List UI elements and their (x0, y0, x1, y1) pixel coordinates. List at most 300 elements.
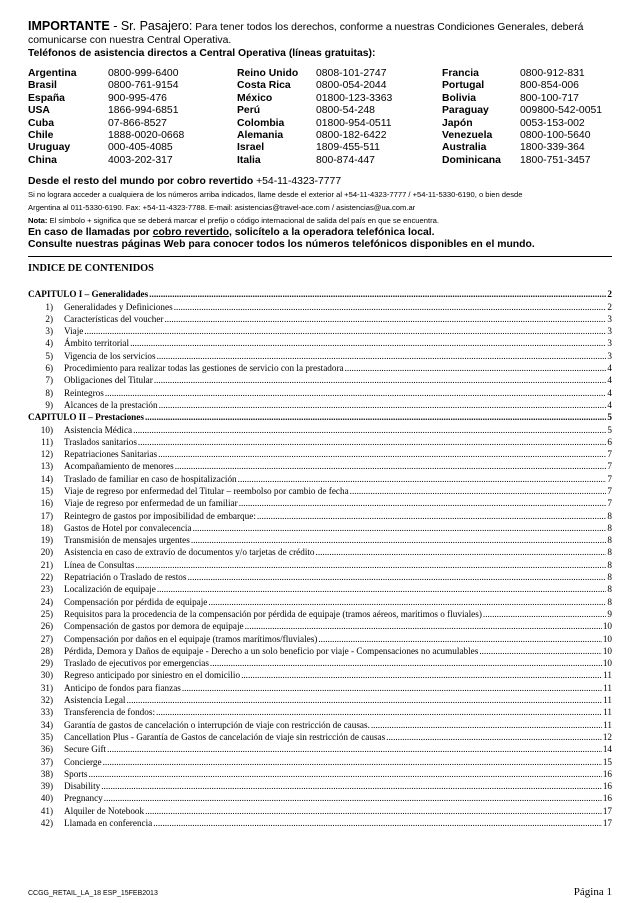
toc-number: 17) (40, 510, 53, 521)
toc-leader (175, 461, 607, 471)
toc-page: 10 (602, 658, 612, 669)
toc-title: Anticipo de fondos para fianzas (64, 682, 181, 693)
toc-title: Reintegros (64, 387, 104, 398)
toc-number: 38) (40, 768, 53, 779)
toc-number: 42) (40, 818, 53, 829)
toc-title: Alquiler de Notebook (64, 805, 145, 816)
toc-page: 9 (607, 608, 612, 619)
toc-leader (191, 535, 607, 545)
toc-title: Generalidades y Definiciones (64, 301, 173, 312)
toc-page: 11 (603, 695, 612, 706)
phone-number: 0800-100-5640 (520, 130, 591, 142)
phone-row (28, 105, 612, 117)
phone-row (28, 118, 612, 130)
toc-leader (159, 400, 607, 410)
phone-country: Uruguay (28, 142, 71, 154)
toc-page: 4 (607, 375, 612, 386)
toc-leader (156, 707, 602, 717)
toc-number: 7) (45, 375, 53, 386)
toc-page: 12 (602, 731, 612, 742)
toc-leader (316, 547, 607, 557)
phone-number: 4003-202-317 (108, 154, 173, 166)
toc-title: Compensación por pérdida de equipaje (64, 596, 208, 607)
toc-entry[interactable] (28, 449, 612, 461)
toc-entry[interactable] (28, 732, 612, 744)
toc-number: 37) (40, 756, 53, 767)
toc-page: 14 (602, 744, 612, 755)
toc-entry[interactable] (28, 584, 612, 596)
important-label: IMPORTANTE (28, 19, 110, 33)
document-code: CCGG_RETAIL_LA_18 ESP_15FEB2013 (28, 890, 158, 897)
toc-entry[interactable] (28, 695, 612, 707)
toc-leader (245, 621, 602, 631)
phone-number: 0800-54-248 (316, 105, 375, 117)
toc-title: Línea de Consultas (64, 559, 135, 570)
toc-chapter[interactable] (28, 412, 612, 424)
phone-number: 0800-999-6400 (108, 68, 179, 79)
phone-number: 1800-339-364 (520, 142, 585, 154)
collect-call-note (28, 227, 612, 239)
phone-number: 900-995-476 (108, 92, 167, 104)
phone-number: 0800-912-831 (520, 68, 585, 79)
toc-title: Asistencia en caso de extravío de documentos y/o tarjetas de crédito (64, 547, 315, 558)
toc-entry[interactable] (28, 523, 612, 535)
toc-entry[interactable] (28, 670, 612, 682)
toc-number: 25) (40, 608, 53, 619)
toc-page: 3 (607, 350, 612, 361)
toc-page: 16 (602, 793, 612, 804)
toc-title: Asistencia Médica (64, 424, 133, 435)
toc-number: 30) (40, 670, 53, 681)
toc-title: Transferencia de fondos: (64, 707, 155, 718)
note-label: Nota: (28, 216, 48, 226)
toc-number: 41) (40, 805, 53, 816)
toc-number: 8) (45, 387, 53, 398)
table-of-contents (28, 289, 612, 830)
toc-entry[interactable] (28, 314, 612, 326)
toc-leader (154, 375, 607, 385)
phone-row (28, 93, 612, 105)
toc-page: 7 (607, 486, 612, 496)
phone-number: 1809-455-511 (316, 142, 380, 154)
toc-entry[interactable] (28, 757, 612, 769)
phone-number: 0808-101-2747 (316, 68, 387, 79)
toc-chapter[interactable] (28, 289, 612, 301)
toc-page: 11 (603, 682, 612, 693)
toc-leader (210, 658, 602, 668)
toc-title: Llamada en conferencia (64, 818, 153, 829)
toc-number: 29) (40, 658, 53, 669)
phone-country: Israel (237, 142, 265, 154)
toc-number: 1) (45, 301, 53, 312)
toc-leader (104, 793, 602, 803)
toc-number: 19) (40, 535, 53, 546)
toc-title: Asistencia Legal (64, 695, 126, 706)
toc-title: Sports (64, 768, 88, 779)
phone-country: USA (28, 105, 50, 117)
toc-title: Vigencia de los servicios (64, 350, 156, 361)
toc-leader (107, 744, 602, 754)
phone-country: Japón (442, 117, 473, 129)
document-page (28, 20, 612, 830)
toc-number: 40) (40, 793, 53, 804)
phone-row (28, 80, 612, 92)
toc-title: Secure Gift (64, 744, 107, 755)
note-text: El símbolo + significa que se deberá marcar el prefijo o código internacional de salida del país en que se encuentra. (47, 216, 439, 226)
phone-row (28, 155, 612, 167)
toc-title: Viaje de regreso por enfermedad del Titular – reembolso por cambio de fecha (64, 486, 349, 496)
toc-title: CAPITULO II – Prestaciones (28, 412, 144, 423)
toc-leader (350, 486, 607, 496)
toc-page: 8 (607, 535, 612, 546)
toc-leader (257, 511, 607, 521)
toc-number: 34) (40, 719, 53, 730)
toc-entry[interactable] (28, 560, 612, 572)
access-note-line2: Argentina al 011-5330-6190. Fax: +54-11-4323-7788. E-mail: asistencias@travel-ace.com / asistencias@ua.com.ar (28, 203, 416, 213)
toc-page: 8 (607, 510, 612, 521)
important-salutation: - Sr. Pasajero: (109, 19, 193, 33)
toc-entry[interactable] (28, 707, 612, 719)
phone-country: Dominicana (442, 154, 501, 166)
phone-number: 1866-994-6851 (108, 105, 179, 117)
phone-country: Argentina (28, 68, 77, 79)
toc-page: 17 (602, 818, 612, 829)
access-note-line1: Si no lograra acceder a cualquiera de los números arriba indicados, llame desde el exterior al +54-11-4323-7777 / +54-11-5330-6190, o bien desde (28, 190, 523, 200)
toc-title: Cancellation Plus - Garantía de Gastos de cancelación de viaje sin restricción de causas (64, 731, 386, 742)
toc-page: 4 (607, 363, 612, 374)
toc-title: Compensación por daños en el equipaje (tramos marítimos/fluviales) (64, 633, 318, 644)
phone-number: 800-100-717 (520, 92, 579, 104)
phone-country: Portugal (442, 80, 485, 92)
toc-leader (145, 412, 606, 422)
toc-number: 12) (40, 449, 53, 460)
toc-page: 6 (607, 436, 612, 447)
toc-page: 4 (607, 387, 612, 398)
toc-page: 15 (602, 756, 612, 767)
toc-number: 31) (40, 682, 53, 693)
phone-country: México (237, 92, 273, 104)
toc-page: 8 (607, 547, 612, 558)
toc-entry[interactable] (28, 388, 612, 400)
toc-number: 26) (40, 621, 53, 632)
toc-page: 16 (602, 768, 612, 779)
phone-country: Cuba (28, 117, 54, 129)
phone-number: 0053-153-002 (520, 117, 585, 129)
toc-page: 7 (607, 498, 612, 509)
phone-number: 01800-954-0511 (316, 117, 392, 129)
toc-number: 20) (40, 547, 53, 558)
toc-leader (479, 646, 601, 656)
toc-title: Viaje de regreso por enfermedad de un familiar (64, 498, 238, 509)
toc-title: Repatriaciones Sanitarias (64, 449, 158, 460)
phone-number: 1800-751-3457 (520, 154, 591, 166)
toc-number: 2) (45, 313, 53, 324)
toc-entry[interactable] (28, 572, 612, 584)
toc-entry[interactable] (28, 437, 612, 449)
toc-page: 8 (607, 596, 612, 607)
toc-leader (145, 806, 602, 816)
rest-label: Desde el resto del mundo por cobro revertido (28, 176, 254, 188)
toc-leader (105, 388, 607, 398)
phone-country: Alemania (237, 130, 284, 142)
toc-title: Gastos de Hotel por convalecencia (64, 522, 192, 533)
symbol-note (28, 214, 612, 227)
page-footer (28, 886, 612, 898)
toc-number: 6) (45, 363, 53, 374)
toc-entry[interactable] (28, 498, 612, 510)
toc-leader (345, 363, 607, 373)
index-title: INDICE DE CONTENIDOS (28, 263, 154, 275)
toc-title: Traslado de familiar en caso de hospitalización (64, 473, 237, 484)
collect-text-a: En caso de llamadas por (28, 227, 153, 239)
toc-number: 23) (40, 584, 53, 595)
toc-leader (89, 769, 602, 779)
toc-entry[interactable] (28, 461, 612, 473)
phone-number: 800-874-447 (316, 154, 375, 166)
toc-leader (153, 818, 602, 828)
toc-title: Garantía de gastos de cancelación o interrupción de viaje con restricción de causas. (64, 719, 370, 730)
toc-leader (158, 449, 606, 459)
toc-entry[interactable] (28, 511, 612, 523)
phone-country: Paraguay (442, 105, 489, 117)
toc-title: Viaje (64, 326, 84, 337)
toc-page: 5 (607, 424, 612, 435)
toc-entry[interactable] (28, 634, 612, 646)
phone-number: 0800-182-6422 (316, 130, 387, 142)
toc-leader (149, 289, 606, 299)
toc-leader (238, 474, 607, 484)
toc-leader (164, 314, 606, 324)
toc-number: 15) (40, 486, 53, 496)
toc-entry[interactable] (28, 326, 612, 338)
phones-table (28, 68, 612, 167)
toc-entry[interactable] (28, 474, 612, 486)
toc-leader (483, 609, 607, 619)
toc-leader (138, 437, 607, 447)
toc-title: Alcances de la prestación (64, 399, 158, 410)
toc-number: 21) (40, 559, 53, 570)
toc-page: 2 (607, 301, 612, 312)
toc-title: Localización de equipaje (64, 584, 156, 595)
phone-country: Francia (442, 68, 479, 79)
toc-title: Regreso anticipado por siniestro en el domicilio (64, 670, 241, 681)
phone-country: España (28, 92, 65, 104)
toc-leader (193, 523, 607, 533)
phone-row (28, 130, 612, 142)
toc-number: 24) (40, 596, 53, 607)
toc-page: 17 (602, 805, 612, 816)
toc-page: 4 (607, 399, 612, 410)
toc-leader (371, 720, 602, 730)
toc-entry[interactable] (28, 769, 612, 781)
toc-entry[interactable] (28, 375, 612, 387)
toc-title: Ámbito territorial (64, 338, 130, 349)
toc-page: 3 (607, 313, 612, 324)
toc-number: 11) (41, 436, 53, 447)
important-notice (28, 20, 612, 47)
toc-number: 22) (40, 572, 53, 583)
toc-number: 39) (40, 781, 53, 792)
toc-page: 8 (607, 559, 612, 570)
collect-underlined: cobro revertido (152, 227, 229, 239)
toc-page: 8 (607, 572, 612, 583)
toc-number: 10) (40, 424, 53, 435)
toc-entry[interactable] (28, 818, 612, 830)
toc-number: 36) (40, 744, 53, 755)
toc-entry[interactable] (28, 351, 612, 363)
toc-number: 3) (45, 326, 53, 337)
toc-leader (386, 732, 602, 742)
phone-country: Reino Unido (237, 68, 299, 79)
toc-leader (208, 597, 606, 607)
toc-title: Repatriación o Traslado de restos (64, 572, 187, 583)
toc-page: 3 (607, 326, 612, 337)
toc-leader (130, 338, 606, 348)
rest-of-world (28, 176, 612, 188)
toc-title: Reintegro de gastos por imposibilidad de embarque: (64, 510, 256, 521)
toc-title: Transmisión de mensajes urgentes (64, 535, 190, 546)
toc-title: Pregnancy (64, 793, 103, 804)
divider (28, 256, 612, 257)
toc-number: 5) (45, 350, 53, 361)
toc-title: Traslado de ejecutivos por emergencias (64, 658, 209, 669)
toc-title: CAPITULO I – Generalidades (28, 289, 149, 300)
phone-number: 07-866-8527 (108, 117, 167, 129)
toc-number: 27) (40, 633, 53, 644)
phone-number: 0800-054-2044 (316, 80, 387, 92)
toc-title: Concierge (64, 756, 102, 767)
phone-row (28, 68, 612, 80)
toc-leader (101, 781, 602, 791)
toc-leader (241, 670, 602, 680)
toc-title: Obligaciones del Titular (64, 375, 153, 386)
toc-entry[interactable] (28, 646, 612, 658)
web-note: Consulte nuestras páginas Web para conocer todos los números telefónicos disponibles en el mundo. (28, 239, 535, 251)
toc-page: 11 (603, 719, 612, 730)
toc-number: 32) (40, 695, 53, 706)
toc-entry[interactable] (28, 793, 612, 805)
toc-entry[interactable] (28, 658, 612, 670)
toc-page: 3 (607, 338, 612, 349)
rest-number: +54-11-4323-7777 (253, 176, 342, 188)
collect-text-b: , solicítelo a la operadora telefónica local. (228, 227, 435, 239)
toc-title: Requisitos para la procedencia de la compensación por pérdida de equipaje (tramos aéreos, marítimos o fluviales) (64, 608, 482, 619)
toc-number: 18) (40, 522, 53, 533)
toc-leader (157, 584, 607, 594)
toc-entry[interactable] (28, 597, 612, 609)
toc-entry[interactable] (28, 609, 612, 621)
toc-number: 33) (40, 707, 53, 718)
toc-title: Traslados sanitarios (64, 436, 137, 447)
toc-page: 16 (602, 781, 612, 792)
toc-leader (126, 695, 602, 705)
toc-page: 2 (607, 289, 612, 300)
toc-page: 10 (602, 633, 612, 644)
toc-number: 35) (40, 731, 53, 742)
toc-number: 4) (45, 338, 53, 349)
toc-title: Características del voucher (64, 313, 164, 324)
toc-page: 11 (603, 707, 612, 718)
important-text: Para tener todos los derechos, conforme a nuestras Condiciones Generales, deberá comunicarse con nuestra Central Operativa. (28, 22, 584, 46)
phone-country: China (28, 154, 57, 166)
toc-entry[interactable] (28, 744, 612, 756)
toc-page: 8 (607, 522, 612, 533)
toc-page: 7 (607, 473, 612, 484)
toc-entry[interactable] (28, 425, 612, 437)
toc-entry[interactable] (28, 363, 612, 375)
toc-leader (187, 572, 606, 582)
toc-entry[interactable] (28, 720, 612, 732)
phone-country: Colombia (237, 117, 285, 129)
phone-number: 000-405-4085 (108, 142, 173, 154)
toc-entry[interactable] (28, 781, 612, 793)
toc-title: Disability (64, 781, 101, 792)
toc-title: Acompañamiento de menores (64, 461, 174, 472)
phone-country: Italia (237, 154, 261, 166)
toc-leader (318, 634, 601, 644)
toc-leader (157, 351, 607, 361)
toc-title: Procedimiento para realizar todas las gestiones de servicio con la prestadora (64, 363, 344, 374)
phone-country: Bolivia (442, 92, 477, 104)
toc-title: Pérdida, Demora y Daños de equipaje - Derecho a un solo beneficio por viaje - Compensaciones no acumulables (64, 645, 479, 656)
phone-number: 800-854-006 (520, 80, 579, 92)
toc-leader (174, 302, 607, 312)
toc-title: Compensación de gastos por demora de equipaje (64, 621, 244, 632)
phone-country: Venezuela (442, 130, 493, 142)
toc-page: 11 (603, 670, 612, 681)
toc-number: 14) (40, 473, 53, 484)
phone-country: Chile (28, 130, 54, 142)
toc-page: 5 (607, 412, 612, 423)
toc-leader (133, 425, 606, 435)
phone-number: 01800-123-3363 (316, 92, 393, 104)
toc-leader (135, 560, 606, 570)
toc-number: 28) (40, 645, 53, 656)
phone-country: Australia (442, 142, 487, 154)
phone-country: Brasil (28, 80, 57, 92)
toc-page: 10 (602, 621, 612, 632)
phone-row (28, 142, 612, 154)
toc-number: 9) (45, 399, 53, 410)
toc-entry[interactable] (28, 400, 612, 412)
toc-number: 16) (40, 498, 53, 509)
phone-number: 0800-761-9154 (108, 80, 179, 92)
toc-page: 7 (607, 461, 612, 472)
toc-number: 13) (40, 461, 53, 472)
toc-page: 10 (602, 645, 612, 656)
toc-leader (103, 757, 602, 767)
phone-number: 009800-542-0051 (520, 105, 603, 117)
toc-entry[interactable] (28, 621, 612, 633)
toc-page: 8 (607, 584, 612, 595)
toc-leader (239, 498, 607, 508)
toc-entry[interactable] (28, 486, 612, 498)
toc-entry[interactable] (28, 806, 612, 818)
toc-entry[interactable] (28, 302, 612, 314)
phone-country: Perú (237, 105, 261, 117)
page-number: Página 1 (573, 886, 612, 898)
toc-entry[interactable] (28, 683, 612, 695)
toc-entry[interactable] (28, 338, 612, 350)
toc-entry[interactable] (28, 535, 612, 547)
toc-page: 7 (607, 449, 612, 460)
toc-entry[interactable] (28, 547, 612, 559)
phones-title: Teléfonos de asistencia directos a Central Operativa (líneas gratuitas): (28, 48, 376, 59)
toc-leader (182, 683, 602, 693)
toc-leader (84, 326, 606, 336)
phone-country: Costa Rica (237, 80, 291, 92)
phone-number: 1888-0020-0668 (108, 130, 185, 142)
